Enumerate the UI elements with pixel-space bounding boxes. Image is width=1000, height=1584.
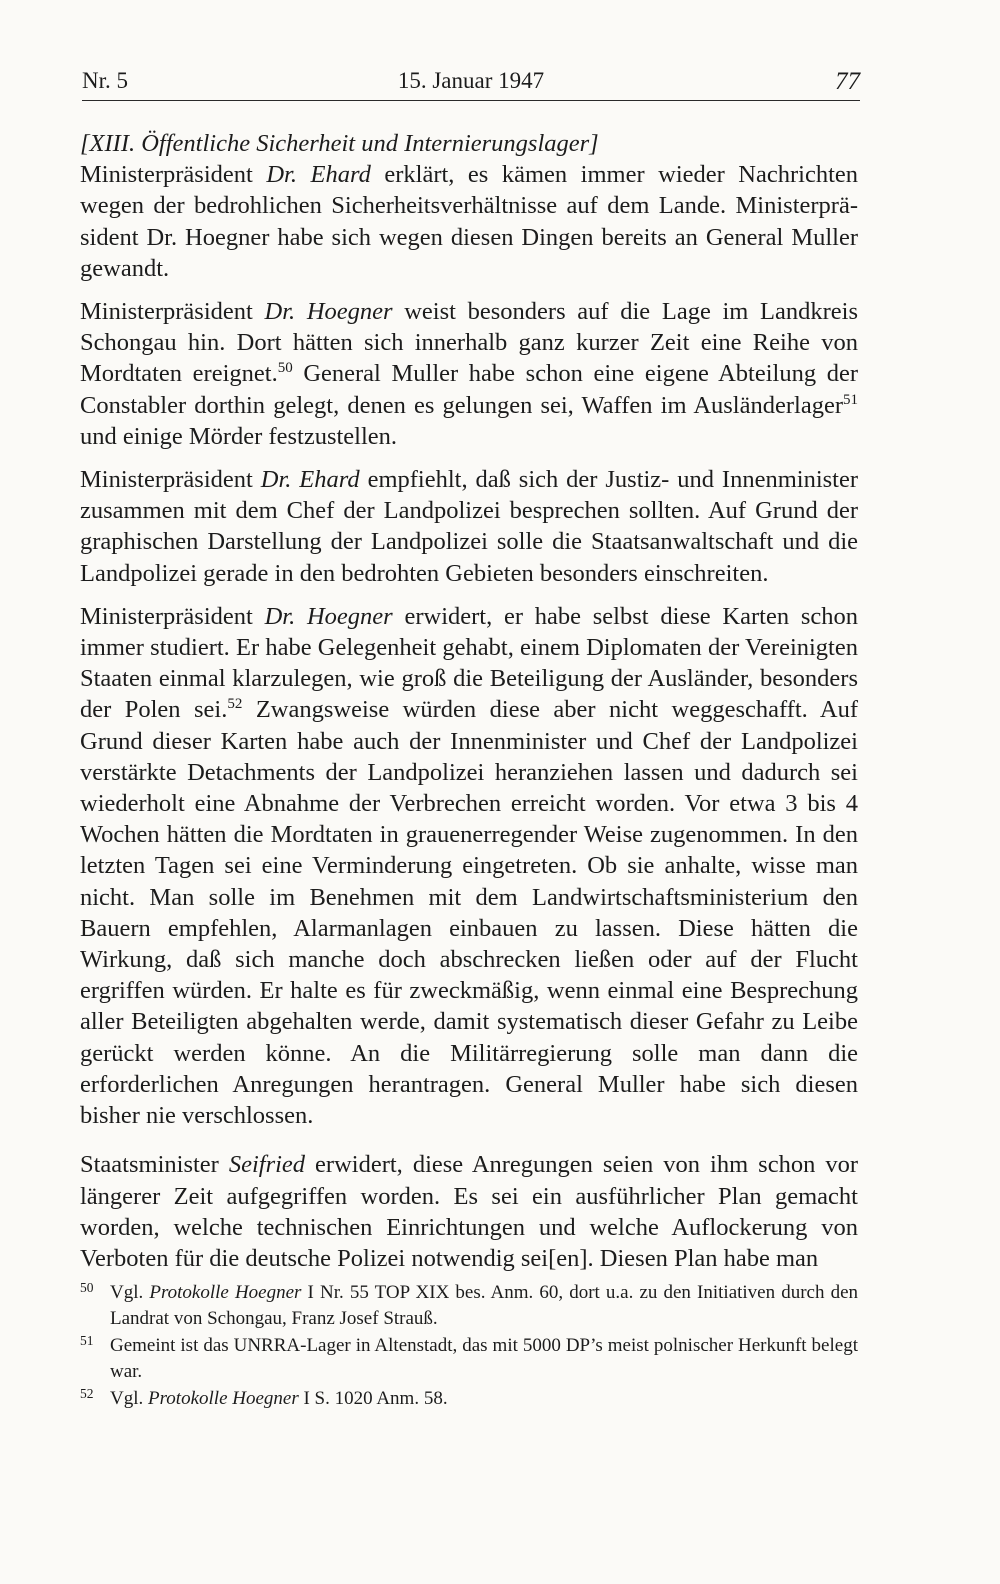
text-run: Ministerpräsident: [80, 466, 261, 494]
text-run: Vgl.: [110, 1388, 148, 1409]
page-number: 77: [835, 68, 860, 95]
text-run: Vgl.: [110, 1282, 150, 1303]
cited-title: Protokolle Hoegner: [148, 1388, 299, 1409]
issue-number: Nr. 5: [82, 68, 128, 93]
text-run: erklärt, es kämen immer wieder Nachrichten wegen der bedrohlichen Sicherheitsverhältnisse auf dem Lande. Ministerpräsident Dr. Hoegner habe sich wegen diesen Dingen bereits an General Muller gewandt.: [80, 161, 859, 282]
footnotes: [80, 1280, 858, 1413]
text-run: Ministerpräsident: [80, 602, 265, 630]
text-run: I S. 1020 Anm. 58.: [298, 1388, 448, 1409]
text-run: erwidert, diese Anregungen seien von ihm schon vor längerer Zeit aufgegriffen worden. Es sei ein ausführlicher Plan gemacht worden, welche technischen Einrichtungen und welche Auflockerung von Verboten für die deutsche Polizei notwendig sei[en]. Diesen Plan habe man: [80, 1151, 858, 1272]
paragraph-seifried: [80, 1149, 858, 1274]
section-heading: [XIII. Öffentliche Sicherheit und Internierungslager]: [80, 130, 599, 157]
text-run: Gemeint ist das UNRRA-Lager in Altenstadt, das mit 5000 DP’s meist polnischer Herkunft belegt war.: [110, 1335, 858, 1382]
footnote: [80, 1386, 858, 1412]
footnote-ref: 50: [277, 360, 293, 377]
text-run: Ministerpräsident: [80, 298, 265, 326]
paragraph-hoegner-2: [80, 601, 858, 1131]
main-text: [80, 128, 858, 1274]
header-date: 15. Januar 1947: [397, 68, 545, 93]
cited-title: Protokolle Hoegner: [149, 1282, 302, 1303]
text-run: Ministerpräsident: [80, 161, 267, 189]
paragraph-ehard-2: [80, 464, 858, 589]
footnote-ref: 51: [843, 391, 858, 408]
text-run: Zwangsweise würden diese aber nicht weggeschafft. Auf Grund dieser Karten habe auch der Innenminister und Chef der Landpolizei verstärkte Detachments der Landpolizei heranziehen lassen und dadurch sei wiederholt eine Abnahme der Verbrechen erreicht worden. Vor etwa 3 bis 4 Wochen hätten die Mordtaten in grauenerregender Weise zugenommen. In den letzten Tagen sei eine Verminderung eingetreten. Ob sie anhalte, wisse man nicht. Man solle im Benehmen mit dem Landwirtschaftsministerium den Bauern empfehlen, Alarmanlagen einbauen zu lassen. Diese hätten die Wirkung, daß sich manche doch abschrecken ließen oder auf der Flucht ergriffen würden. Er halte es für zweckmäßig, wenn einmal eine Besprechung aller Beteiligten abgehalten werde, damit systematisch dieser Gefahr zu Leibe gerückt werden könne. An die Militärregierung solle man dann die erforderlichen Anregungen herantragen. General Muller habe sich diesen bisher nie verschlossen.: [80, 696, 858, 1130]
speaker-name: Dr. Hoegner: [264, 602, 393, 630]
speaker-name: Dr. Ehard: [260, 466, 360, 494]
footnote: [80, 1333, 858, 1385]
speaker-name: Seifried: [228, 1151, 306, 1179]
footnote-ref: 52: [227, 696, 243, 713]
text-run: erwidert, er habe selbst diese Karten schon immer studiert. Er habe Gelegenheit gehabt, einem Diplomaten der Vereinigten Staaten einmal klarzulegen, wie groß die Beteiligung der Ausländer, besonders der Polen sei.: [80, 602, 858, 724]
text-run: I Nr. 55 TOP XIX bes. Anm. 60, dort u.a. zu den Initiativen durch den Landrat von Schongau, Franz Josef Strauß.: [110, 1282, 859, 1329]
text-run: weist besonders auf die Lage im Landkreis Schongau hin. Dort hätten sich innerhalb ganz kurzer Zeit eine Reihe von Mordtaten ereignet.: [80, 298, 858, 388]
footnote-number: 52: [80, 1386, 94, 1401]
paragraph-ehard-1: [80, 159, 858, 284]
footnote: [80, 1280, 858, 1332]
footnote-number: 51: [80, 1333, 94, 1348]
speaker-name: Dr. Hoegner: [264, 298, 393, 326]
footnote-number: 50: [80, 1280, 94, 1295]
running-header: [82, 64, 860, 101]
text-run: Staatsminister: [80, 1151, 229, 1179]
speaker-name: Dr. Ehard: [266, 161, 371, 189]
text-run: und einige Mörder festzustellen.: [80, 422, 398, 450]
text-run: General Muller habe schon eine eigene Abteilung der Constabler dorthin gelegt, denen es gelungen sei, Waffen im Ausländerlager: [80, 360, 858, 419]
paragraph-hoegner-1: [80, 296, 858, 452]
text-run: empfiehlt, daß sich der Justiz- und Innenminister zusammen mit dem Chef der Landpolizei besprechen sollten. Auf Grund der graphischen Darstellung der Landpolizei solle die Staatsanwaltschaft und die Landpolizei gerade in den bedrohten Gebieten besonders einschreiten.: [80, 466, 858, 587]
